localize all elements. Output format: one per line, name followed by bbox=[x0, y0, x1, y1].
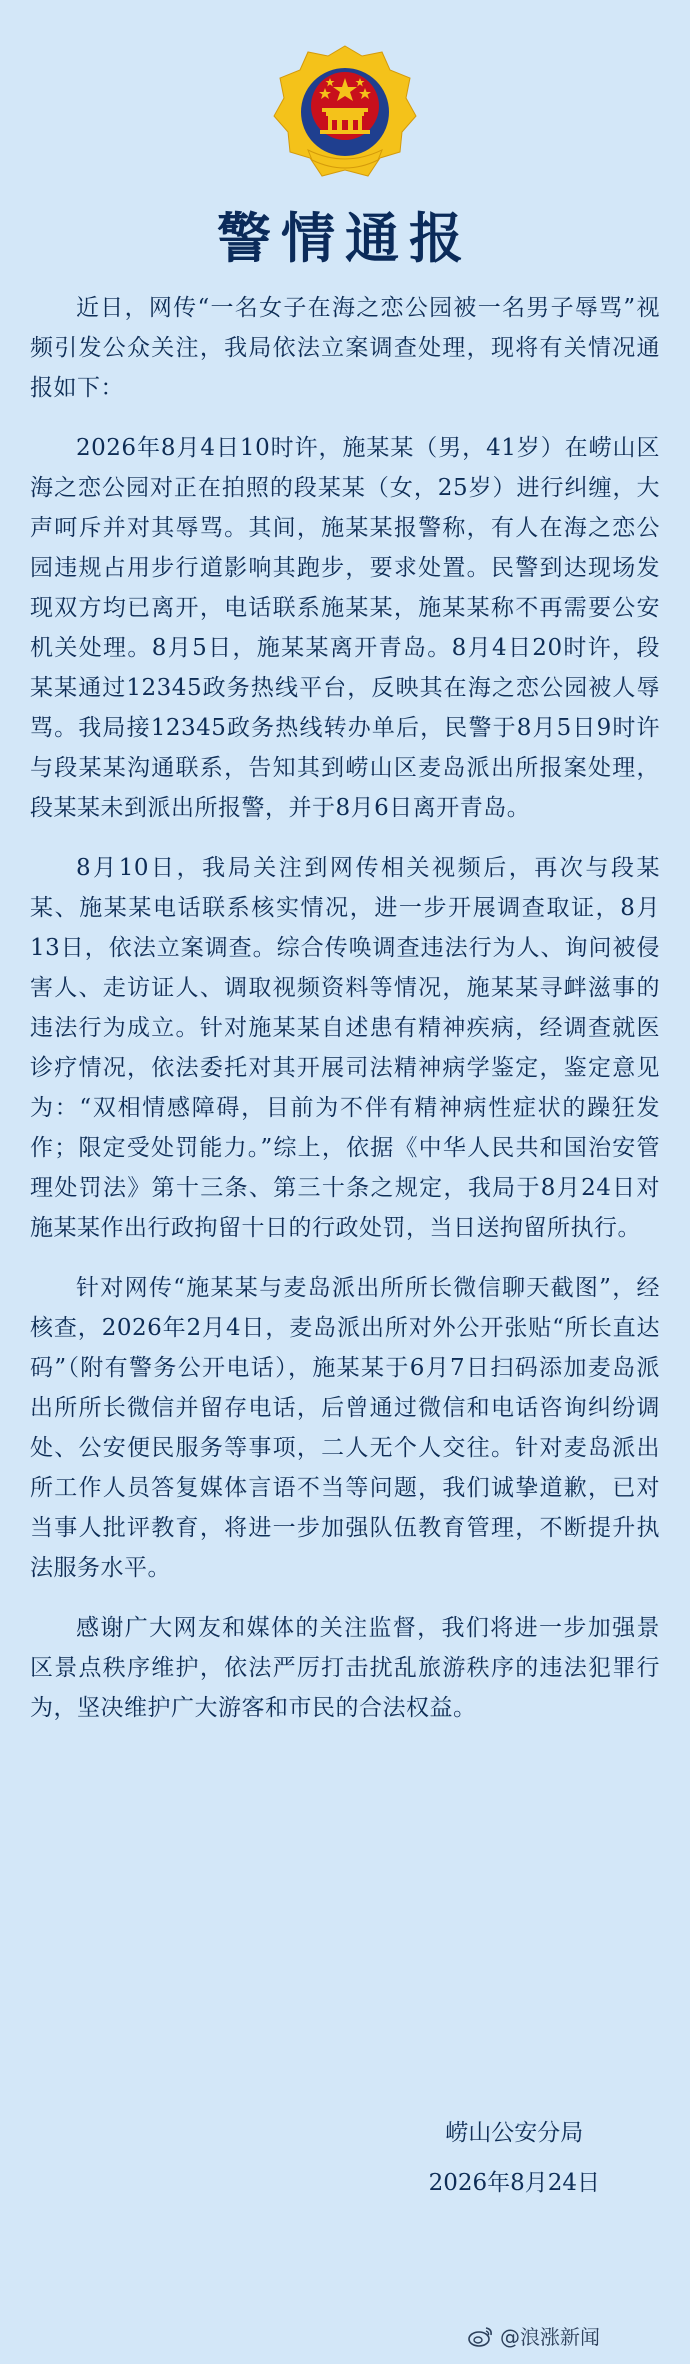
signature-block bbox=[429, 2108, 600, 2208]
paragraph-incident: 2026年8月4日10时许，施某某（男，41岁）在崂山区海之恋公园对正在拍照的段某某（女，25岁）进行纠缠，大声呵斥并对其辱骂。其间，施某某报警称，有人在海之恋公园违规占用步行道影响其跑步，要求处置。民警到达现场发现双方均已离开，电话联系施某某，施某某称不再需要公安机关处理。8月5日，施某某离开青岛。8月4日20时许，段某某通过12345政务热线平台，反映其在海之恋公园被人辱骂。我局接12345政务热线转办单后，民警于8月5日9时许与段某某沟通联系，告知其到崂山区麦岛派出所报案处理，段某某未到派出所报警，并于8月6日离开青岛。 bbox=[30, 435, 660, 821]
issuing-organization: 崂山公安分局 bbox=[445, 2120, 584, 2146]
paragraph-investigation: 8月10日，我局关注到网传相关视频后，再次与段某某、施某某电话联系核实情况，进一步开展调查取证，8月13日，依法立案调查。综合传唤调查违法行为人、询问被侵害人、走访证人、调取视频资料等情况，施某某寻衅滋事的违法行为成立。针对施某某自述患有精神疾病，经调查就医诊疗情况，依法委托对其开展司法精神病学鉴定，鉴定意见为：“双相情感障碍，目前为不伴有精神病性症状的躁狂发作；限定受处罚能力。”综上，依据《中华人民共和国治安管理处罚法》第十三条、第三十条之规定，我局于8月24日对施某某作出行政拘留十日的行政处罚，当日送拘留所执行。 bbox=[30, 855, 660, 1241]
bulletin-body bbox=[30, 288, 660, 1748]
paragraph-wechat-clarification: 针对网传“施某某与麦岛派出所所长微信聊天截图”，经核查，2026年2月4日，麦岛派出所对外公开张贴“所长直达码”（附有警务公开电话），施某某于6月7日扫码添加麦岛派出所所长微信并留存电话，后曾通过微信和电话咨询纠纷调处、公安便民服务等事项，二人无个人交往。针对麦岛派出所工作人员答复媒体言语不当等问题，我们诚挚道歉，已对当事人批评教育，将进一步加强队伍教育管理，不断提升执法服务水平。 bbox=[30, 1275, 660, 1581]
watermark-text: @浪涨新闻 bbox=[500, 2325, 600, 2349]
paragraph-thanks: 感谢广大网友和媒体的关注监督，我们将进一步加强景区景点秩序维护，依法严厉打击扰乱旅游秩序的违法犯罪行为，坚决维护广大游客和市民的合法权益。 bbox=[30, 1615, 660, 1721]
source-watermark bbox=[468, 2321, 600, 2350]
paragraph-intro: 近日，网传“一名女子在海之恋公园被一名男子辱骂”视频引发公众关注，我局依法立案调查处理，现将有关情况通报如下： bbox=[30, 295, 660, 401]
page-title: 警情通报 bbox=[217, 207, 473, 270]
weibo-icon bbox=[468, 2325, 494, 2347]
issue-date: 2026年8月24日 bbox=[428, 2170, 600, 2196]
police-emblem-icon bbox=[270, 42, 420, 184]
